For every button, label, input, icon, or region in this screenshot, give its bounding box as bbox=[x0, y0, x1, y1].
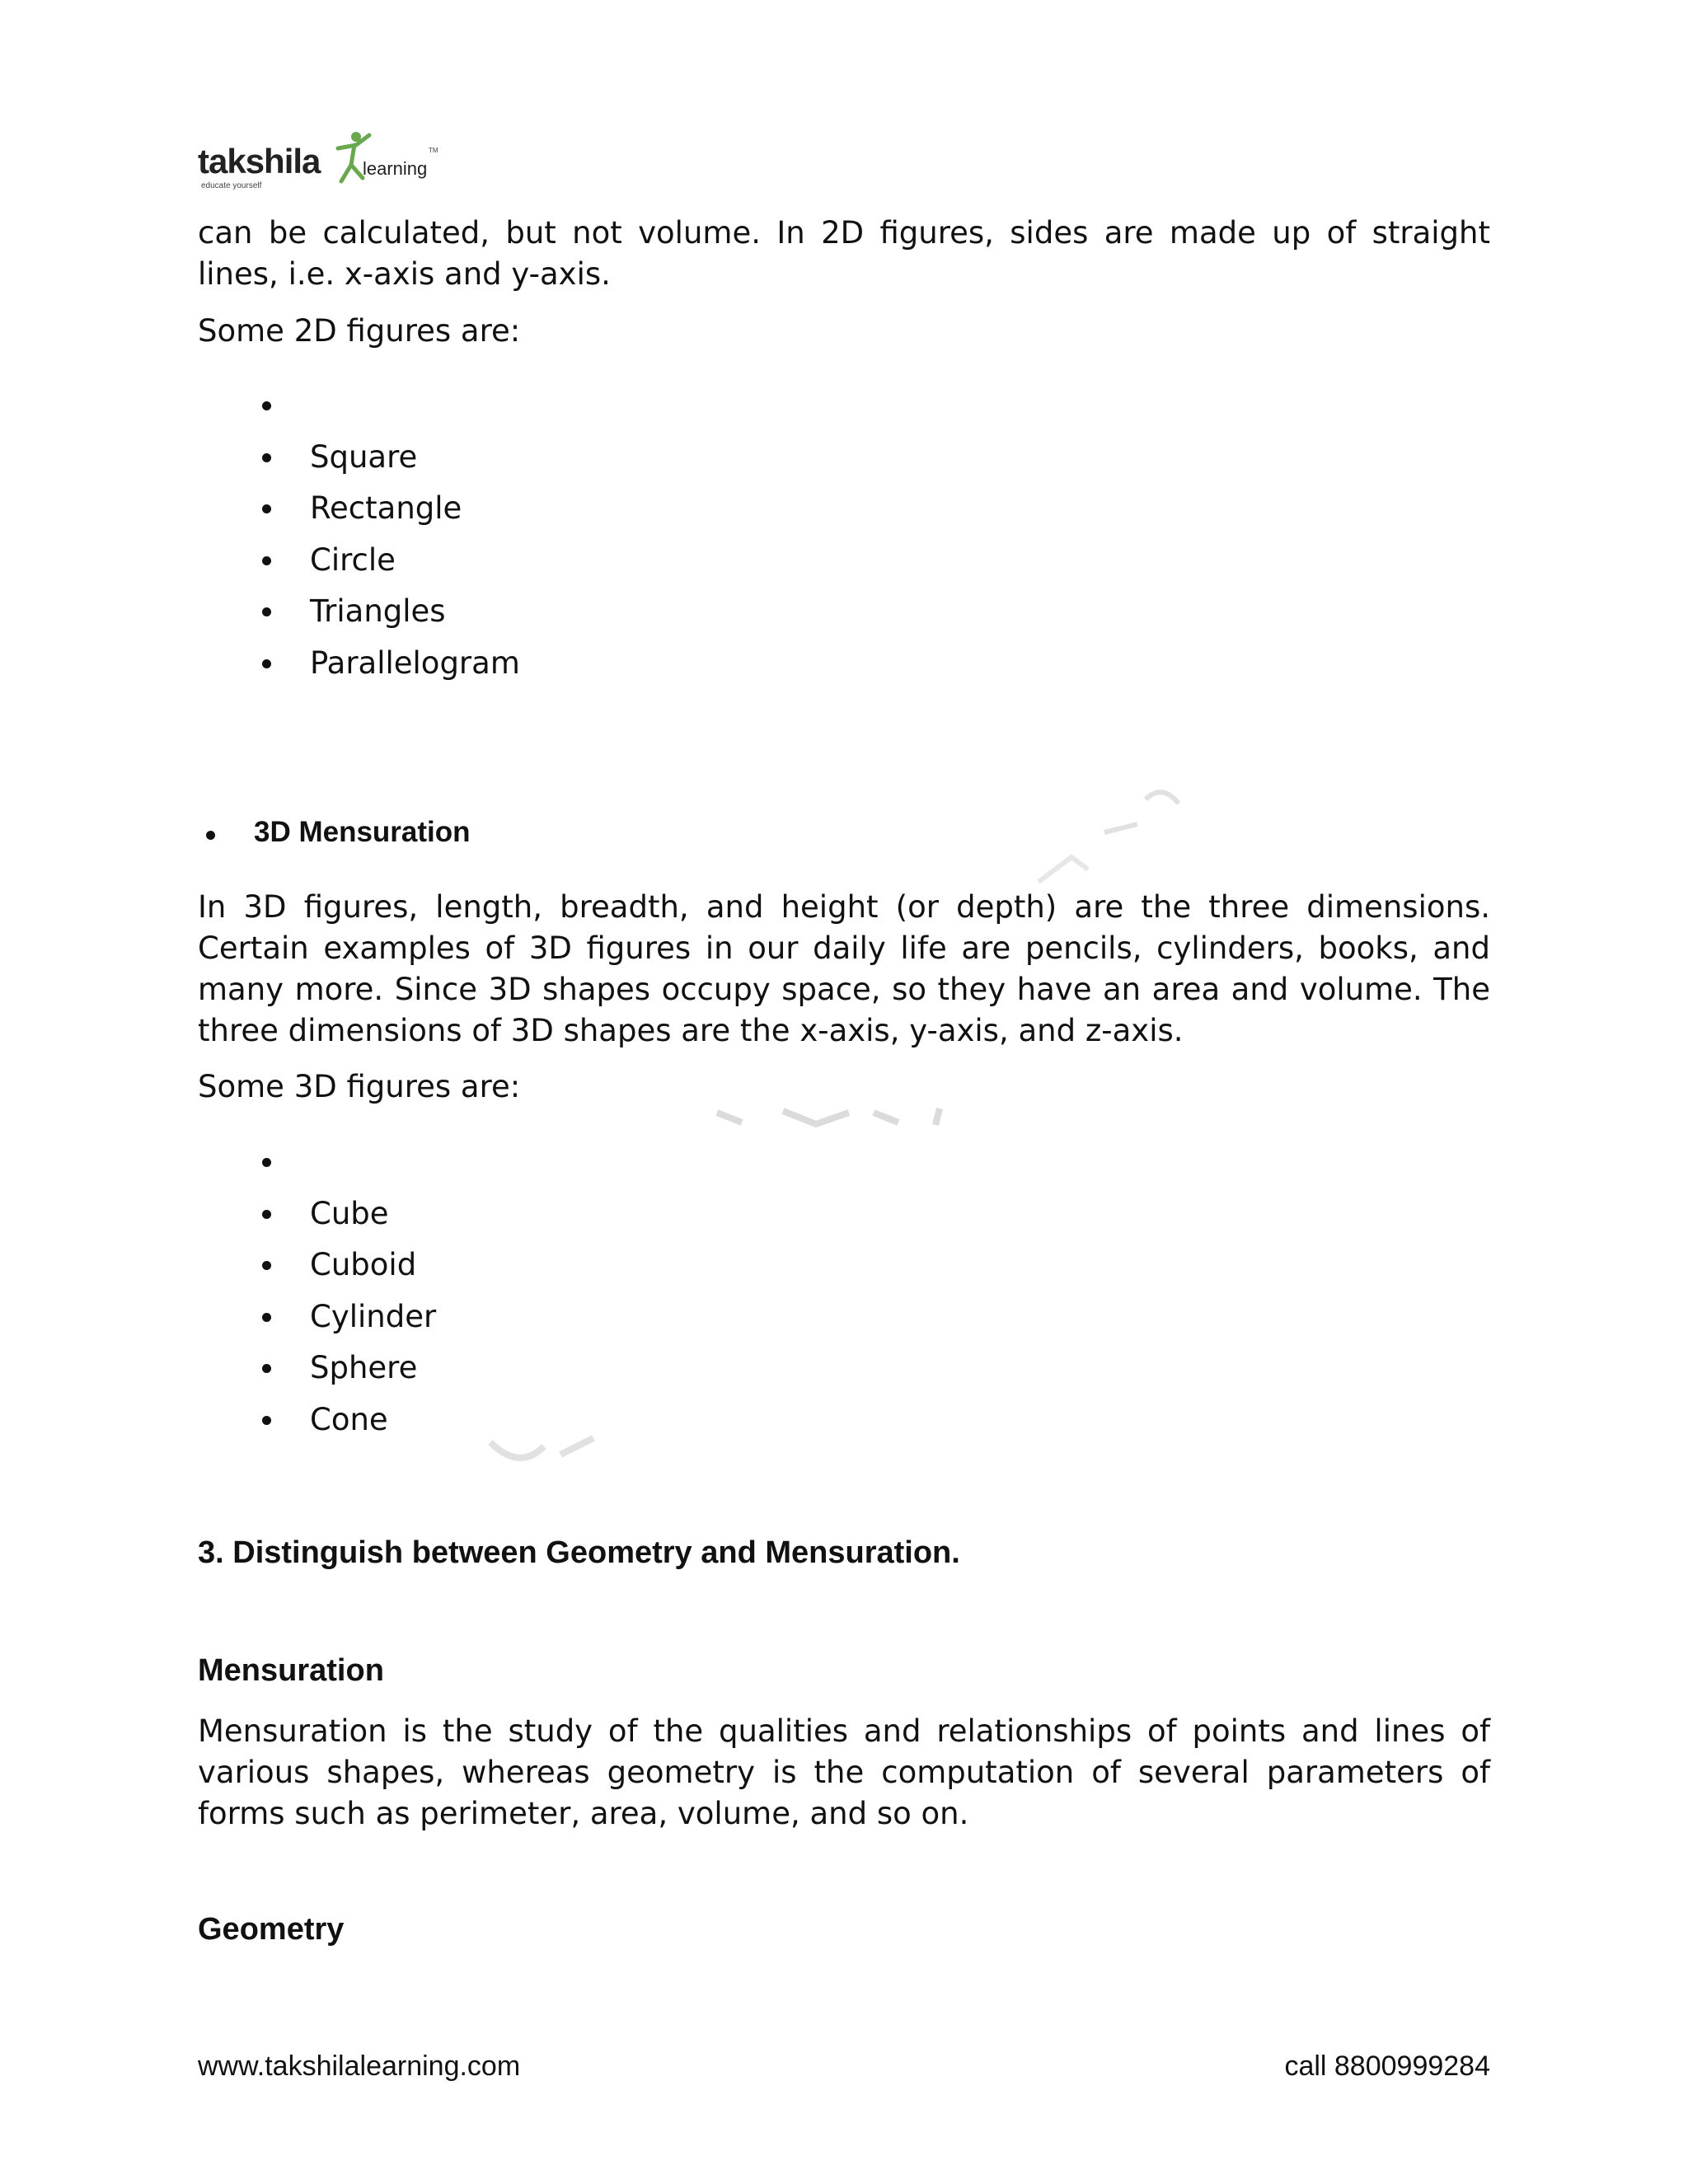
bullet-icon bbox=[262, 401, 271, 410]
bullet-icon bbox=[262, 659, 271, 668]
watermark-icon bbox=[709, 1104, 956, 1129]
list-item: Cube bbox=[262, 1193, 436, 1245]
takshila-logo bbox=[198, 130, 445, 196]
list-item bbox=[262, 385, 520, 437]
list-item: Rectangle bbox=[262, 488, 520, 540]
list-item: Sphere bbox=[262, 1347, 436, 1399]
list-item: Triangles bbox=[262, 591, 520, 643]
list-item: Circle bbox=[262, 540, 520, 592]
paragraph-3d: In 3D figures, length, breadth, and height (or depth) are the three dimensions. Certain examples of 3D figures in our daily life are pencils, cylinders, books, and many more. Since 3D shapes occupy space, so they have an area and volume. The three dimensions of 3D shapes are the x-axis, y-axis, and z-axis. bbox=[198, 889, 1490, 1048]
footer-phone: call 8800999284 bbox=[1284, 2050, 1490, 2082]
bullet-icon bbox=[262, 1313, 271, 1322]
list-lead-2d: Some 2D figures are: bbox=[198, 313, 521, 349]
bullet-icon bbox=[262, 1416, 271, 1425]
bullet-icon bbox=[262, 556, 271, 565]
bullet-icon bbox=[206, 831, 215, 840]
list-3d-figures bbox=[262, 1141, 436, 1451]
list-item: Cuboid bbox=[262, 1244, 436, 1296]
bullet-icon bbox=[262, 1364, 271, 1373]
bullet-icon bbox=[262, 1210, 271, 1219]
intro-paragraph: can be calculated, but not volume. In 2D figures, sides are made up of straight lines, i.e. x-axis and y-axis. bbox=[198, 215, 1490, 292]
question-title: 3. Distinguish between Geometry and Mensuration. bbox=[198, 1535, 960, 1570]
watermark-icon bbox=[486, 1430, 618, 1479]
footer-website[interactable]: www.takshilalearning.com bbox=[198, 2050, 521, 2082]
bullet-label: 3D Mensuration bbox=[254, 816, 471, 848]
mensuration-heading: Mensuration bbox=[198, 1653, 384, 1688]
logo-tm: TM bbox=[429, 147, 438, 154]
bullet-icon bbox=[262, 504, 271, 513]
watermark-icon bbox=[1022, 701, 1203, 898]
list-item: Parallelogram bbox=[262, 643, 520, 695]
bullet-icon bbox=[262, 1158, 271, 1167]
list-2d-figures bbox=[262, 385, 520, 694]
list-item: Cylinder bbox=[262, 1296, 436, 1348]
bullet-3d-mensuration bbox=[206, 816, 471, 849]
logo-tagline: educate yourself bbox=[201, 181, 262, 190]
list-item: Square bbox=[262, 437, 520, 489]
geometry-heading: Geometry bbox=[198, 1912, 345, 1947]
bullet-icon bbox=[262, 607, 271, 616]
list-item bbox=[262, 1141, 436, 1193]
logo-brand: takshila bbox=[198, 142, 321, 180]
mensuration-paragraph: Mensuration is the study of the qualities and relationships of points and lines of various shapes, whereas geometry is the computation of several parameters of forms such as perimeter, area, volume, and so on. bbox=[198, 1713, 1490, 1831]
bullet-icon bbox=[262, 1261, 271, 1270]
bullet-icon bbox=[262, 453, 271, 462]
list-item: Cone bbox=[262, 1399, 436, 1451]
list-lead-3d: Some 3D figures are: bbox=[198, 1069, 521, 1104]
logo-word: learning bbox=[363, 158, 428, 179]
